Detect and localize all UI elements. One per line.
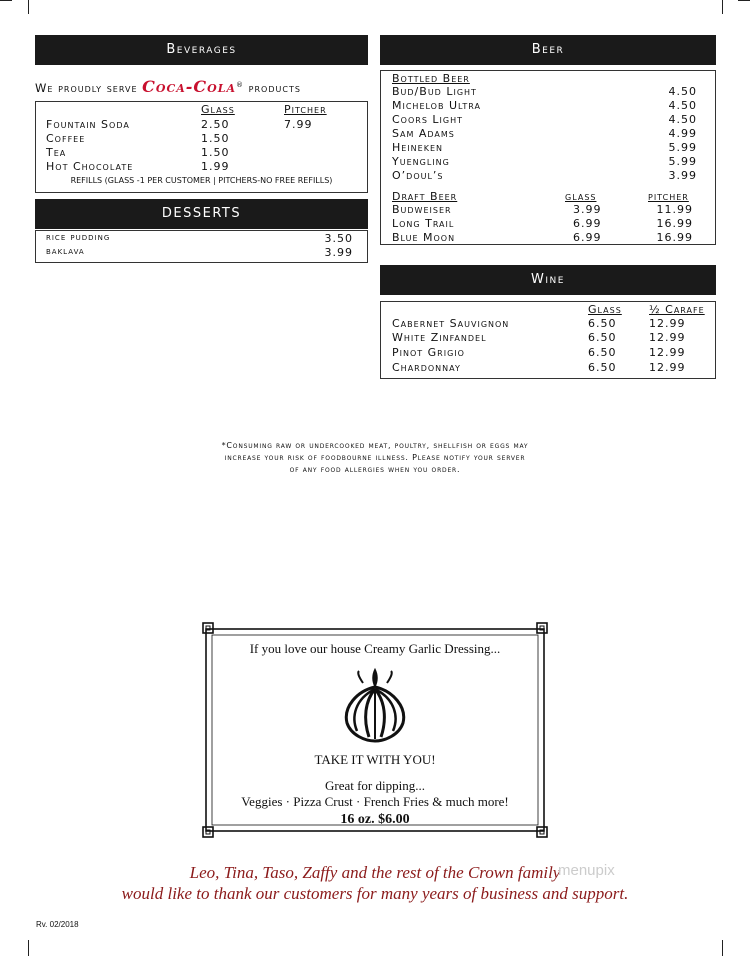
garlic-icon	[335, 667, 415, 743]
watermark: menupix	[558, 862, 615, 879]
wine-carafe: 12.99	[649, 346, 686, 359]
draft-beer-name: Budweiser	[392, 203, 452, 216]
crop-mark	[0, 0, 12, 1]
draft-col-glass: glass	[565, 190, 597, 203]
wine-name: Chardonnay	[392, 361, 461, 374]
crop-mark	[722, 940, 723, 956]
draft-beer-pitcher: 11.99	[656, 203, 693, 216]
garlic-dressing-promo	[200, 617, 550, 843]
desserts-header: DESSERTS	[35, 199, 368, 229]
bottled-beer-name: Yuengling	[392, 155, 450, 168]
notice-line: *Consuming raw or undercooked meat, poultry, shellfish or eggs may	[221, 441, 529, 450]
wine-carafe: 12.99	[649, 331, 686, 344]
notice-line: increase your risk of foodbourne illness. Please notify your server	[224, 453, 526, 462]
beverages-col-pitcher: Pitcher	[284, 103, 327, 116]
bottled-beer-price: 4.50	[668, 99, 697, 112]
draft-beer-glass: 6.99	[573, 217, 602, 230]
wine-box	[380, 301, 716, 379]
promo-uses: Veggies · Pizza Crust · French Fries & much more!	[241, 794, 509, 809]
wine-carafe: 12.99	[649, 317, 686, 330]
beverage-name: Tea	[46, 146, 67, 159]
beverage-name: Coffee	[46, 132, 86, 145]
beer-box	[380, 70, 716, 245]
serve-suffix: products	[248, 81, 301, 95]
wine-col-glass: Glass	[588, 303, 622, 316]
promo-intro: If you love our house Creamy Garlic Dressing...	[249, 641, 501, 656]
wine-col-carafe: ½ Carafe	[649, 303, 705, 316]
beverage-name: Fountain Soda	[46, 118, 130, 131]
draft-beer-name: Blue Moon	[392, 231, 456, 244]
bottled-beer-name: Michelob Ultra	[392, 99, 481, 112]
beer-header: Beer	[380, 35, 716, 65]
beverages-col-glass: Glass	[201, 103, 235, 116]
bottled-beer-name: Sam Adams	[392, 127, 455, 140]
coca-cola-logo: Coca-Cola	[142, 77, 236, 96]
bottled-beer-name: Heineken	[392, 141, 444, 154]
crop-mark	[722, 0, 723, 14]
beverages-header: Beverages	[35, 35, 368, 65]
bottled-beer-price: 5.99	[668, 141, 697, 154]
wine-glass: 6.50	[588, 346, 617, 359]
draft-beer-pitcher: 16.99	[656, 231, 693, 244]
dessert-name: baklava	[46, 246, 85, 257]
draft-beer-pitcher: 16.99	[656, 217, 693, 230]
bottled-beer-price: 4.50	[668, 85, 697, 98]
wine-name: Pinot Grigio	[392, 346, 465, 359]
wine-header: Wine	[380, 265, 716, 295]
notice-line: of any food allergies when you order.	[289, 465, 461, 474]
revision-note: Rv. 02/2018	[36, 920, 79, 929]
crop-mark	[738, 0, 750, 1]
refills-note: REFILLS (GLASS -1 PER CUSTOMER | PITCHERS-NO FREE REFILLS)	[70, 176, 333, 185]
bottled-beer-price: 3.99	[668, 169, 697, 182]
bottled-beer-name: Coors Light	[392, 113, 463, 126]
draft-beer-name: Long Trail	[392, 217, 455, 230]
desserts-box	[35, 230, 368, 263]
wine-name: Cabernet Sauvignon	[392, 317, 510, 330]
bottled-beer-name: O’doul’s	[392, 169, 444, 182]
promo-take-it: TAKE IT WITH YOU!	[314, 752, 436, 767]
wine-glass: 6.50	[588, 331, 617, 344]
beverage-glass: 1.50	[201, 146, 230, 159]
bottled-beer-heading: Bottled Beer	[392, 72, 470, 85]
beverage-glass: 1.50	[201, 132, 230, 145]
promo-price: 16 oz. $6.00	[340, 812, 410, 827]
registered-mark: ®	[236, 81, 244, 90]
wine-name: White Zinfandel	[392, 331, 487, 344]
beverage-glass: 1.99	[201, 160, 230, 173]
thanks-line-2: would like to thank our customers for many years of business and support.	[121, 884, 629, 903]
promo-dipping: Great for dipping...	[324, 778, 425, 793]
bottled-beer-name: Bud/Bud Light	[392, 85, 477, 98]
draft-beer-glass: 3.99	[573, 203, 602, 216]
wine-carafe: 12.99	[649, 361, 686, 374]
crop-mark	[28, 940, 29, 956]
beverage-pitcher: 7.99	[284, 118, 313, 131]
wine-glass: 6.50	[588, 361, 617, 374]
bottled-beer-price: 4.50	[668, 113, 697, 126]
beverage-name: Hot Chocolate	[46, 160, 134, 173]
bottled-beer-price: 4.99	[668, 127, 697, 140]
draft-col-pitcher: pitcher	[648, 190, 689, 203]
coke-line	[35, 77, 301, 96]
dessert-name: rice pudding	[46, 232, 111, 243]
beverage-glass: 2.50	[201, 118, 230, 131]
beverages-box	[35, 101, 368, 193]
dessert-price: 3.99	[324, 246, 353, 259]
dessert-price: 3.50	[324, 232, 353, 245]
serve-prefix: We proudly serve	[35, 81, 138, 95]
draft-beer-heading: Draft Beer	[392, 190, 458, 203]
draft-beer-glass: 6.99	[573, 231, 602, 244]
wine-glass: 6.50	[588, 317, 617, 330]
thanks-line-1: Leo, Tina, Taso, Zaffy and the rest of the Crown family	[189, 863, 561, 882]
food-safety-notice	[180, 440, 570, 476]
crop-mark	[28, 0, 29, 14]
bottled-beer-price: 5.99	[668, 155, 697, 168]
